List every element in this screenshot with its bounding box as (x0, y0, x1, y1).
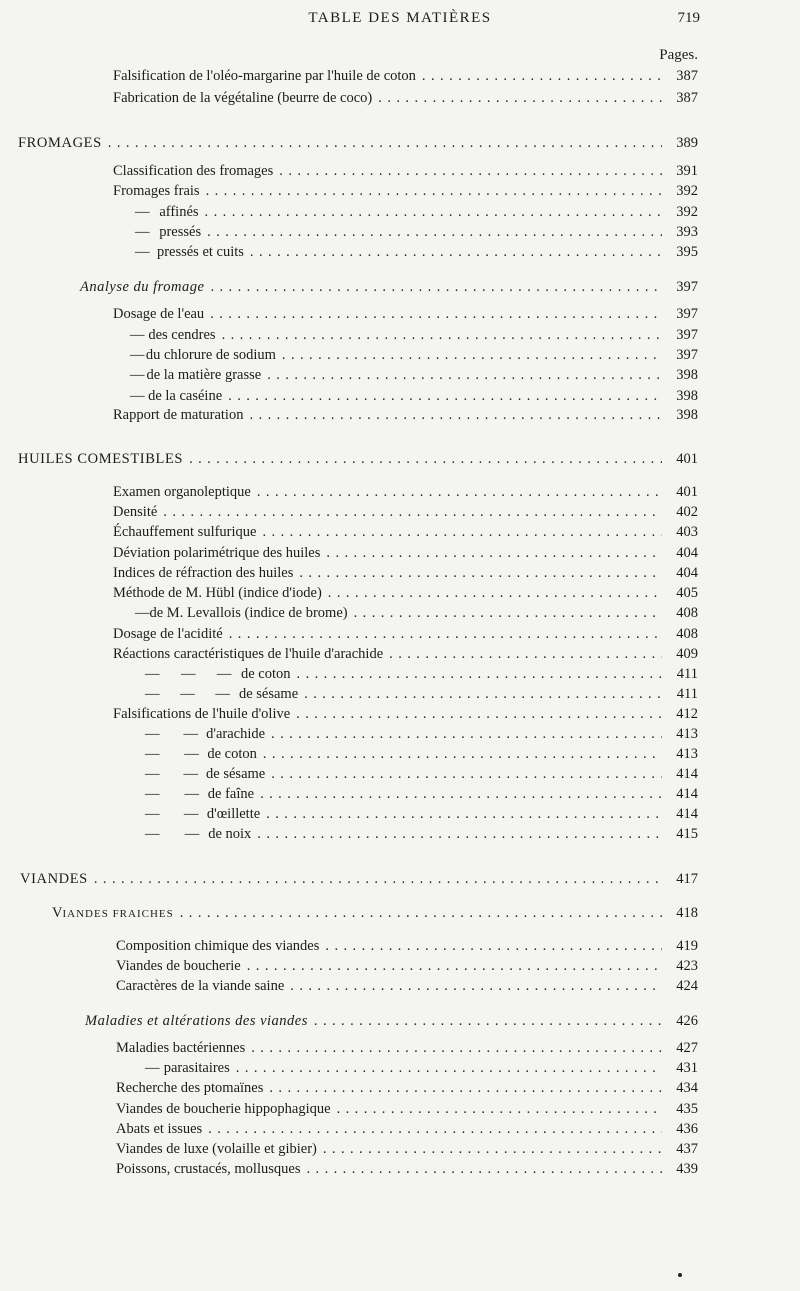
toc-entry-label: du chlorure de sodium (145, 347, 276, 363)
ditto-dash: — (216, 666, 232, 682)
toc-entry-page: 404 (676, 565, 698, 581)
toc-entry-label: Fabrication de la végétaline (beurre de coco) (113, 90, 373, 106)
leader-dots (250, 242, 662, 262)
toc-entry-page: 409 (676, 646, 698, 662)
toc-entry (113, 405, 698, 425)
leader-dots (229, 624, 662, 644)
toc-entry-label: pressés et cuits (156, 244, 244, 260)
toc-entry (145, 764, 698, 784)
toc-entry-label: Rapport de maturation (113, 407, 244, 423)
ditto-dash: — (135, 244, 150, 260)
toc-entry-label (52, 903, 174, 924)
toc-entry (145, 724, 698, 744)
leader-dots (323, 1139, 662, 1159)
toc-entry (113, 644, 698, 664)
toc-entry-label: de la matière grasse (146, 367, 262, 383)
ditto-dash: — (184, 826, 200, 842)
toc-entry-label: Dosage de l'eau (113, 306, 205, 322)
ditto-dash: — (130, 367, 145, 383)
leader-dots (236, 1058, 662, 1078)
toc-entry-page: 417 (676, 871, 698, 887)
ditto-dash: — (130, 347, 145, 363)
ditto-dash: — (135, 605, 150, 621)
leader-dots (247, 956, 662, 976)
toc-entry (113, 88, 698, 108)
leader-dots (266, 804, 662, 824)
toc-entry-page: 391 (676, 163, 698, 179)
toc-entry (113, 704, 698, 724)
page-number: 719 (677, 10, 700, 26)
ink-speck (678, 1273, 682, 1277)
toc-entry-label: VIANDES (20, 871, 88, 887)
leader-dots (389, 644, 662, 664)
ditto-dash: — (145, 786, 160, 802)
leader-dots (354, 603, 662, 623)
ditto-dash: — (145, 666, 160, 682)
ditto-dash: — (130, 388, 145, 404)
toc-entry-label: FROMAGES (18, 135, 102, 151)
toc-entry-label: Dosage de l'acidité (113, 626, 223, 642)
toc-entry-label: Falsifications de l'huile d'olive (113, 706, 291, 722)
toc-entry (116, 1099, 698, 1119)
toc-entry-page: 419 (676, 938, 698, 954)
small-caps-rest: IANDES FRAICHES (62, 908, 174, 920)
toc-entry (113, 482, 698, 502)
toc-entry (145, 744, 698, 764)
toc-entry-label: Densité (113, 504, 158, 520)
ditto-dash: — (183, 726, 198, 742)
leader-dots (271, 724, 662, 744)
toc-entry-page: 413 (676, 726, 699, 742)
toc-entry-page: 398 (676, 367, 698, 383)
leader-dots (290, 976, 662, 996)
ditto-dash: — (180, 666, 196, 682)
toc-entry-page: 436 (676, 1121, 698, 1137)
toc-entry-label: Composition chimique des viandes (116, 938, 320, 954)
toc-entry-label: Abats et issues (116, 1121, 203, 1137)
leader-dots (257, 824, 662, 844)
toc-entry (113, 543, 698, 563)
leader-dots (208, 1119, 662, 1139)
toc-entry-label: Déviation polarimétrique des huiles (113, 545, 321, 561)
toc-section-heading (18, 449, 698, 469)
ditto-dash: — (180, 686, 195, 702)
toc-entry (145, 684, 698, 704)
toc-entry-label: parasitaires (163, 1060, 230, 1076)
toc-subsection-heading (80, 277, 698, 297)
toc-entry (135, 603, 698, 623)
toc-entry-label: de coton (207, 746, 257, 762)
leader-dots (263, 744, 662, 764)
toc-entry-label: Maladies bactériennes (116, 1040, 246, 1056)
toc-entry-page: 435 (676, 1101, 698, 1117)
leader-dots (257, 482, 662, 502)
toc-entry-label: Indices de réfraction des huiles (113, 565, 294, 581)
toc-entry (116, 956, 698, 976)
toc-entry-label: des cendres (148, 327, 216, 343)
toc-entry (113, 181, 698, 201)
toc-entry-page: 431 (676, 1060, 698, 1076)
toc-entry (135, 202, 698, 222)
toc-entry (113, 502, 698, 522)
leader-dots (180, 903, 662, 923)
toc-entry-page: 418 (676, 905, 698, 921)
toc-entry-page: 397 (676, 306, 698, 322)
toc-entry (130, 345, 698, 365)
toc-entry-label: de sésame (206, 766, 266, 782)
toc-entry-label: Viandes de luxe (volaille et gibier) (116, 1141, 317, 1157)
toc-entry-label: Recherche des ptomaïnes (116, 1080, 264, 1096)
leader-dots (249, 405, 662, 425)
toc-entry-page: 439 (676, 1161, 698, 1177)
toc-entry (116, 1119, 698, 1139)
toc-entry (145, 824, 698, 844)
leader-dots (206, 181, 662, 201)
toc-entry-page: 397 (676, 347, 698, 363)
toc-entry (116, 1038, 698, 1058)
ditto-dash: — (135, 204, 150, 220)
toc-entry (113, 583, 698, 603)
toc-entry-page: 415 (676, 826, 698, 842)
leader-dots (260, 784, 662, 804)
leader-dots (325, 936, 662, 956)
ditto-dash: — (145, 806, 160, 822)
toc-entry-label: de coton (240, 666, 291, 682)
toc-entry (145, 1058, 698, 1078)
toc-entry-page: 392 (676, 204, 698, 220)
running-title: TABLE DES MATIÈRES (308, 10, 492, 26)
toc-entry-label: Fromages frais (113, 183, 200, 199)
toc-entry-page: 412 (676, 706, 698, 722)
toc-entry-page: 389 (676, 135, 698, 151)
leader-dots (304, 684, 662, 704)
toc-entry (135, 242, 698, 262)
toc-entry-page: 392 (676, 183, 698, 199)
toc-entry-page: 437 (676, 1141, 698, 1157)
toc-entry-page: 401 (676, 484, 698, 500)
toc-entry (113, 66, 698, 86)
toc-entry (113, 624, 698, 644)
leader-dots (279, 161, 662, 181)
leader-dots (306, 1159, 662, 1179)
toc-entry-page: 423 (676, 958, 698, 974)
leader-dots (297, 664, 662, 684)
toc-entry-label: Méthode de M. Hübl (indice d'iode) (113, 585, 322, 601)
toc-entry (145, 664, 698, 684)
toc-entry-page: 424 (676, 978, 698, 994)
toc-section-heading (20, 869, 698, 889)
toc-entry-label: Échauffement sulfurique (113, 524, 257, 540)
ditto-dash: — (183, 806, 199, 822)
leader-dots (189, 449, 662, 469)
toc-entry-page: 398 (676, 388, 698, 404)
leader-dots (210, 304, 662, 324)
leader-dots (422, 66, 662, 86)
toc-entry-label: Viandes de boucherie hippophagique (116, 1101, 331, 1117)
toc-entry-label: Falsification de l'oléo-margarine par l'huile de coton (113, 68, 416, 84)
toc-entry-label: Réactions caractéristiques de l'huile d'arachide (113, 646, 384, 662)
leader-dots (299, 563, 662, 583)
toc-entry-page: 426 (676, 1013, 698, 1029)
toc-entry (135, 222, 698, 242)
leader-dots (205, 202, 662, 222)
leader-dots (271, 764, 662, 784)
toc-entry-page: 408 (676, 626, 698, 642)
toc-entry (116, 976, 698, 996)
toc-entry-page: 405 (676, 585, 698, 601)
toc-entry-label: de la caséine (148, 388, 223, 404)
leader-dots (108, 133, 662, 153)
toc-entry-page: 387 (676, 68, 698, 84)
toc-entry-label: d'arachide (206, 726, 266, 742)
toc-entry (116, 936, 698, 956)
toc-entry-page: 413 (676, 746, 698, 762)
toc-entry-page: 402 (676, 504, 698, 520)
toc-entry-label: Analyse du fromage (80, 279, 205, 295)
toc-entry-label: d'œillette (206, 806, 261, 822)
toc-entry (145, 804, 698, 824)
leader-dots (251, 1038, 662, 1058)
toc-entry (130, 325, 698, 345)
toc-entry-label: Maladies et altérations des viandes (85, 1013, 308, 1029)
ditto-dash: — (130, 327, 145, 343)
leader-dots (282, 345, 662, 365)
leader-dots (210, 277, 662, 297)
toc-entry-page: 398 (676, 407, 698, 423)
toc-subsection-heading (85, 1011, 698, 1031)
toc-entry-label: HUILES COMESTIBLES (18, 451, 184, 467)
leader-dots (262, 522, 662, 542)
toc-entry (130, 386, 698, 406)
toc-entry-page: 401 (676, 451, 698, 467)
ditto-dash: — (215, 686, 230, 702)
toc-entry (113, 563, 698, 583)
toc-entry-label: de M. Levallois (indice de brome) (149, 605, 348, 621)
leader-dots (94, 869, 662, 889)
toc-entry-page: 393 (676, 224, 698, 240)
toc-entry-page: 397 (676, 279, 698, 295)
toc-entry (116, 1159, 698, 1179)
toc-entry-label: Poissons, crustacés, mollusques (116, 1161, 301, 1177)
toc-entry (113, 304, 698, 324)
toc-entry-page: 414 (676, 806, 698, 822)
ditto-dash: — (183, 766, 198, 782)
toc-entry-page: 411 (676, 686, 698, 702)
ditto-dash: — (145, 746, 160, 762)
toc-entry-page: 414 (676, 766, 699, 782)
ditto-dash: — (145, 766, 160, 782)
leader-dots (269, 1078, 662, 1098)
leader-dots (207, 222, 662, 242)
ditto-dash: — (184, 746, 199, 762)
small-caps-initial: V (52, 905, 63, 921)
toc-entry-label: Classification des fromages (113, 163, 274, 179)
ditto-dash: — (145, 686, 160, 702)
toc-entry-page: 403 (676, 524, 698, 540)
toc-entry-label: de sésame (238, 686, 299, 702)
leader-dots (326, 543, 662, 563)
toc-section-heading (18, 133, 698, 153)
pages-column-label: Pages. (659, 47, 698, 63)
toc-entry-page: 404 (676, 545, 698, 561)
ditto-dash: — (145, 726, 160, 742)
leader-dots (314, 1011, 662, 1031)
toc-entry-label: Viandes de boucherie (116, 958, 241, 974)
toc-entry (130, 365, 698, 385)
toc-entry-label: Examen organoleptique (113, 484, 251, 500)
ditto-dash: — (145, 826, 160, 842)
leader-dots (337, 1099, 662, 1119)
leader-dots (163, 502, 662, 522)
toc-entry-label: de noix (208, 826, 252, 842)
leader-dots (328, 583, 662, 603)
toc-entry-page: 434 (676, 1080, 698, 1096)
leader-dots (222, 325, 662, 345)
ditto-dash: — (135, 224, 150, 240)
toc-entry-label: Caractères de la viande saine (116, 978, 285, 994)
toc-entry (116, 1078, 698, 1098)
toc-entry (113, 161, 698, 181)
ditto-dash: — (145, 1060, 160, 1076)
leader-dots (378, 88, 662, 108)
toc-entry (145, 784, 698, 804)
toc-entry-label: pressés (159, 224, 202, 240)
toc-entry-page: 395 (676, 244, 698, 260)
toc-entry-page: 408 (676, 605, 698, 621)
toc-entry-label: de faîne (207, 786, 255, 802)
toc-subsection-heading (52, 903, 698, 923)
toc-entry-page: 387 (676, 90, 698, 106)
toc-entry-page: 414 (676, 786, 698, 802)
toc-entry (116, 1139, 698, 1159)
leader-dots (296, 704, 662, 724)
leader-dots (267, 365, 662, 385)
ditto-dash: — (184, 786, 200, 802)
leader-dots (228, 386, 662, 406)
toc-entry-label: affinés (159, 204, 199, 220)
toc-entry-page: 411 (676, 666, 698, 682)
toc-entry-page: 427 (676, 1040, 698, 1056)
toc-entry (113, 522, 698, 542)
toc-entry-page: 397 (676, 327, 698, 343)
